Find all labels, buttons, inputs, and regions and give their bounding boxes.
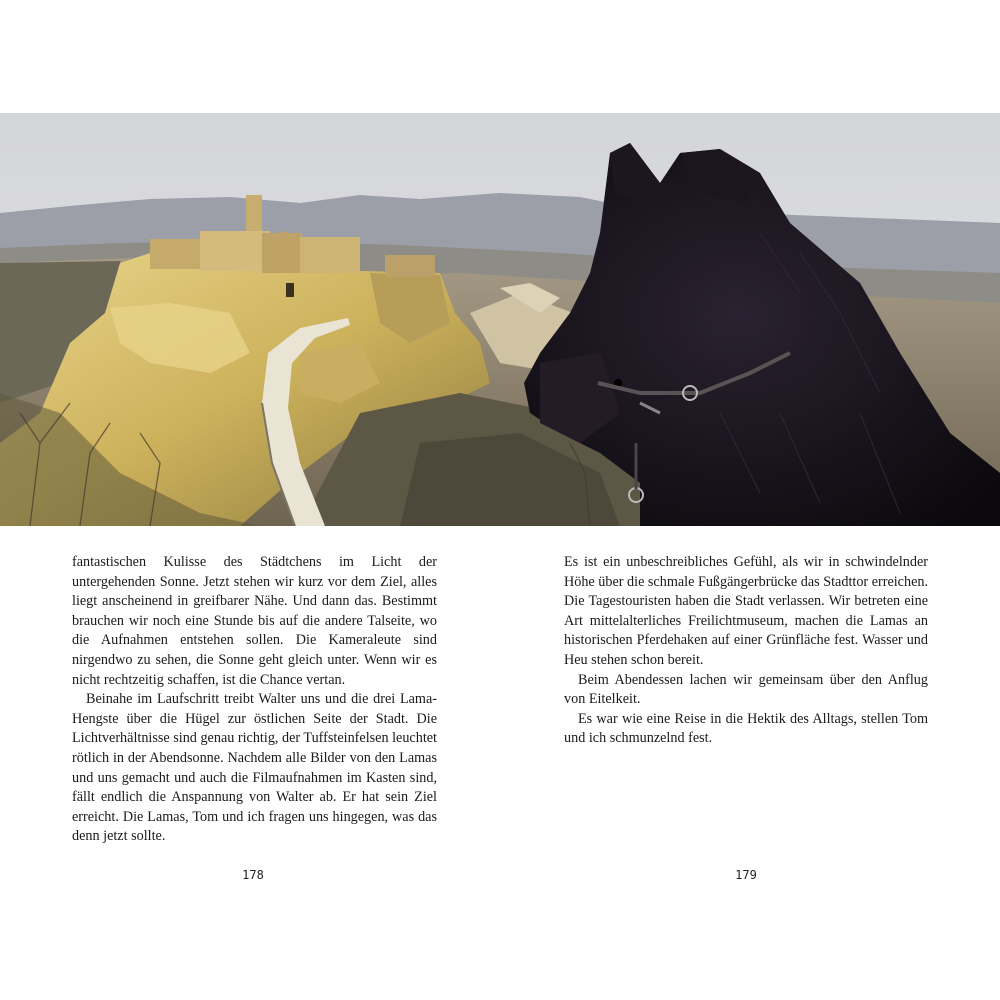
left-paragraph: fantastischen Kulisse des Städtchens im Licht der untergehenden Sonne. Jetzt stehen wir kurz vor dem Ziel, alles liegt anscheinend in greifbarer Nähe. Und dann das. Bestimmt brauchen wir noch eine Stunde bis auf die andere Talseite, wo die Aufnahmen entstehen sollen. Die Kameraleute sind nirgendwo zu sehen, die Sonne geht gleich unter. Wenn wir es nicht rechtzeitig schaffen, ist die Chance vertan. — [72, 554, 437, 688]
right-paragraph: Es war wie eine Reise in die Hektik des Alltags, stellen Tom und ich schmunzelnd fest. — [564, 710, 928, 747]
left-paragraph: Beinahe im Laufschritt treibt Walter uns und die drei Lama-Hengste über die Hügel zur östlichen Seite der Stadt. Die Lichtverhältnisse sind genau richtig, der Tuffsteinfelsen leuchtet rötlich in der Abendsonne. Nachdem alle Bilder von den Lamas und uns gemacht und auch die Filmaufnahmen im Kasten sind, fällt endlich die Anspannung von Walter ab. Er hat sein Ziel erreicht. Die Lamas, Tom und ich fragen uns hingegen, was das denn jetzt sollte. — [72, 691, 437, 845]
right-paragraph: Beim Abendessen lachen wir gemeinsam über den Anflug von Eitelkeit. — [564, 671, 928, 708]
page-number-left: 178 — [242, 868, 264, 882]
page-number-right: 179 — [735, 868, 757, 882]
right-paragraph: Es ist ein unbeschreibliches Gefühl, als wir in schwindelnder Höhe über die schmale Fußgängerbrücke das Stadttor erreichen. Die Tagestouristen haben die Stadt verlassen. Wir betreten eine Art mittelalterliches Freilichtmuseum, machen die Lamas an historischen Pferdehaken auf einer Grünfläche fest. Wasser und Heu stehen schon bereit. — [564, 554, 929, 668]
left-page-text — [72, 553, 437, 847]
photo-illustration — [0, 113, 1000, 526]
spread-photo — [0, 113, 1000, 526]
right-page-text — [564, 553, 928, 749]
